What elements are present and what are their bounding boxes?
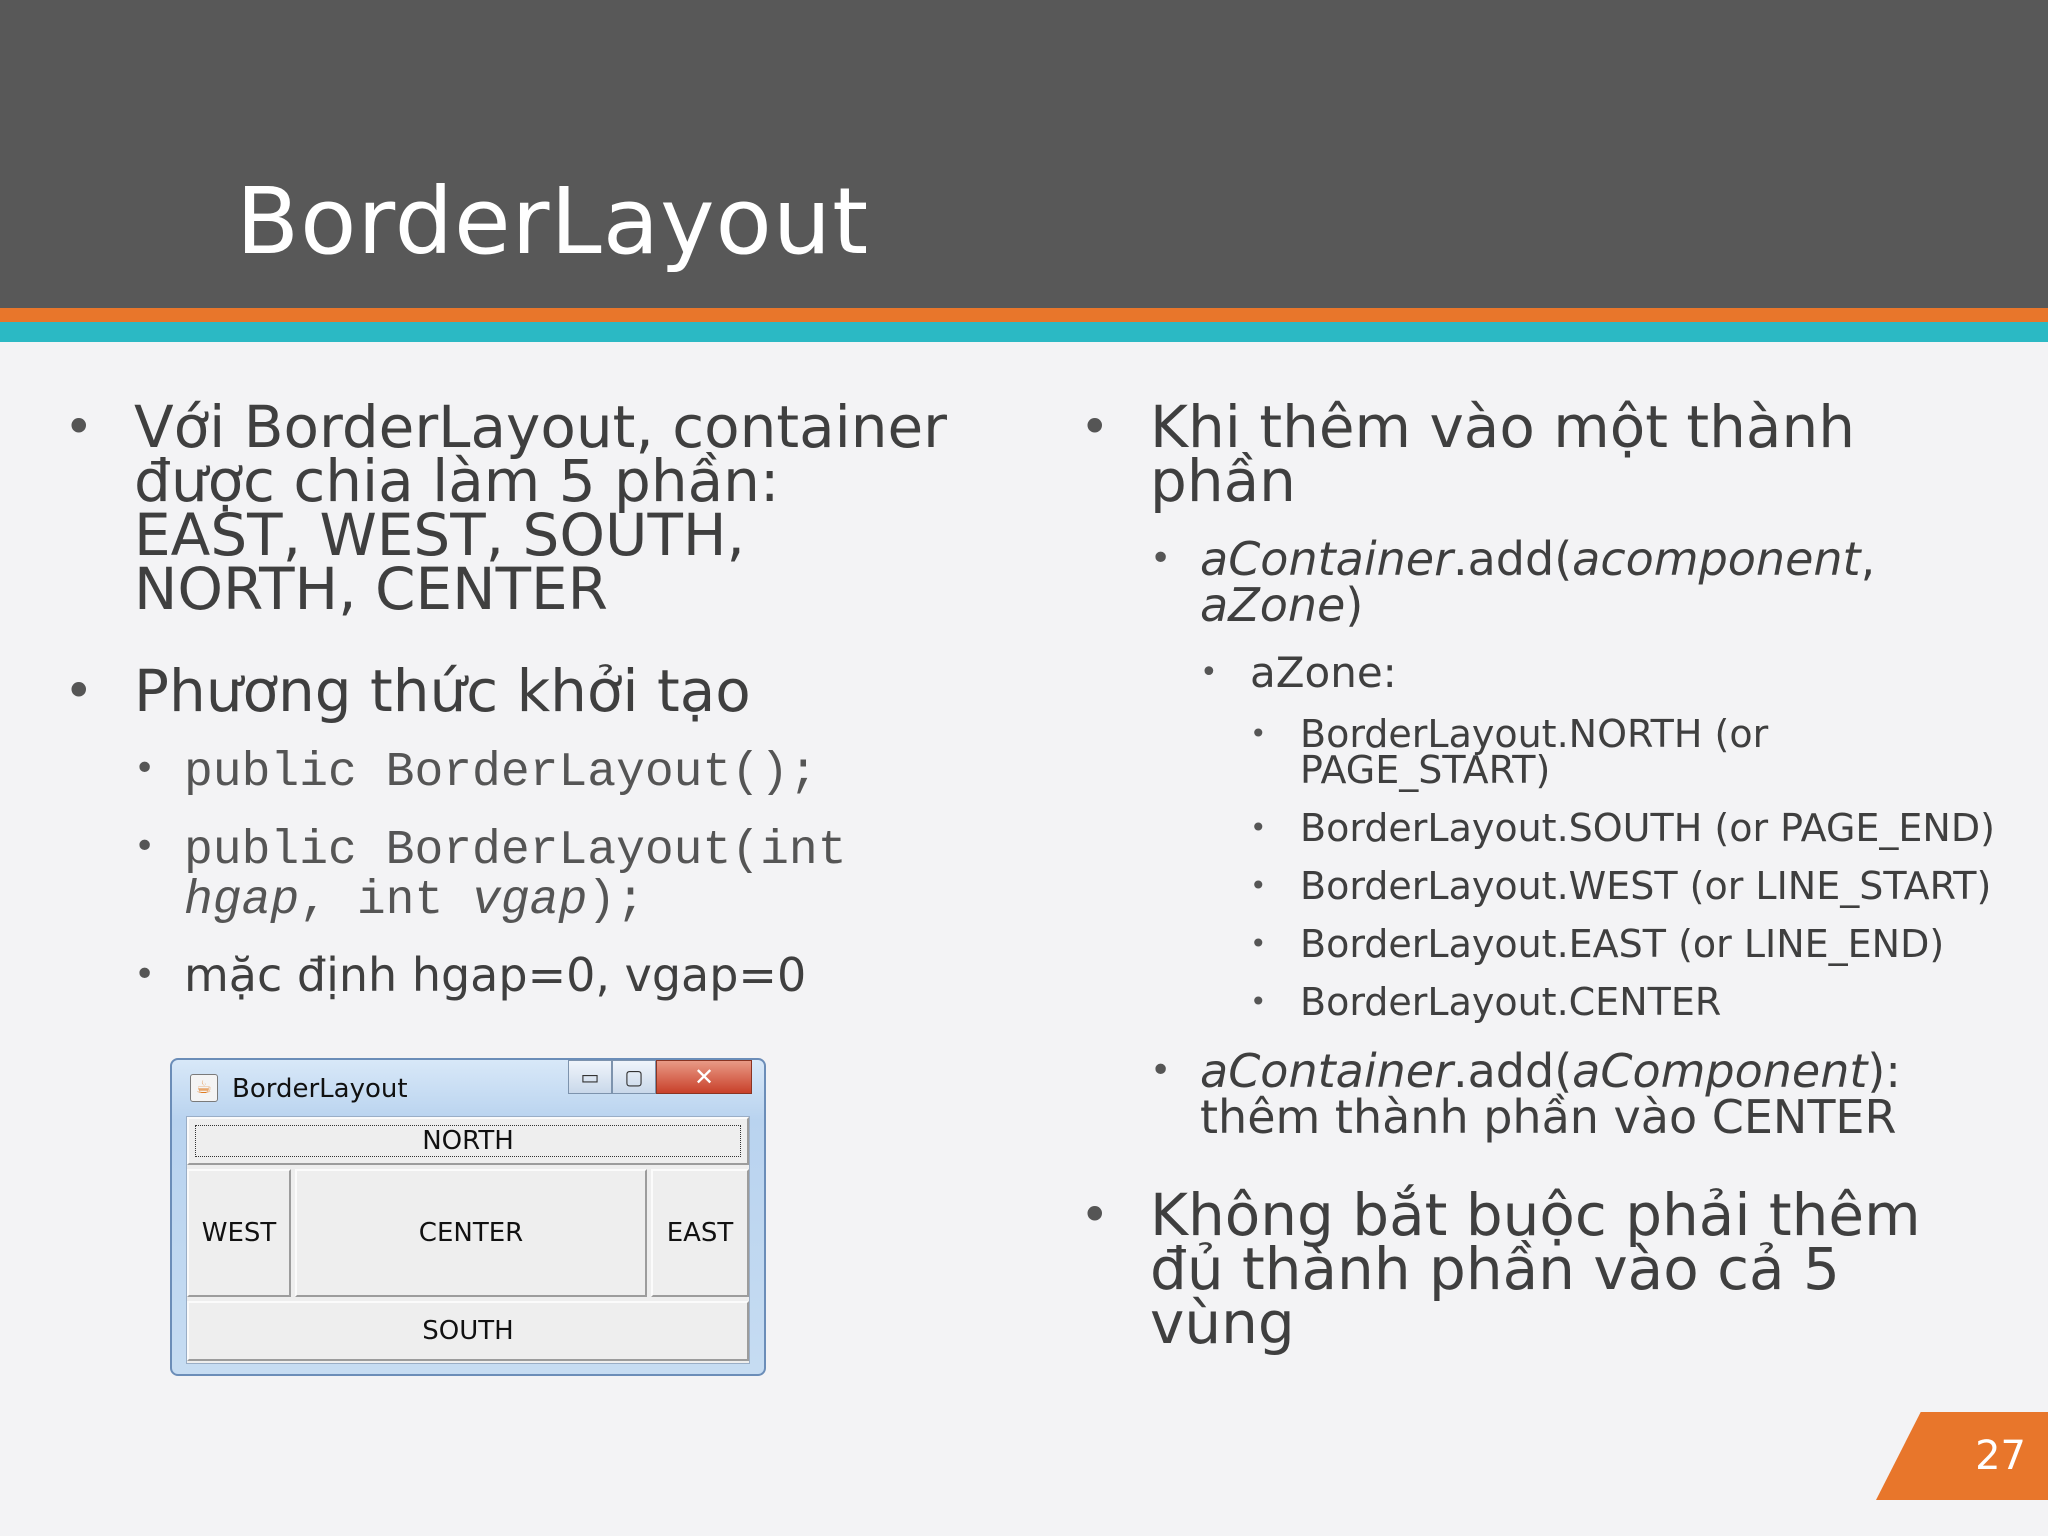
left-column <box>64 393 964 1046</box>
window-controls <box>568 1060 752 1096</box>
sig-part: , <box>1860 532 1876 586</box>
bullet-text: aZone: <box>1250 648 1397 697</box>
zone-center <box>1250 980 2000 1024</box>
java-cup-icon: ☕ <box>190 1074 218 1102</box>
west-button <box>187 1169 291 1297</box>
north-label: NORTH <box>422 1126 514 1156</box>
minimize-icon: ▭ <box>568 1060 612 1094</box>
center-label: CENTER <box>418 1218 524 1248</box>
bullet-text: Không bắt buộc phải thêm đủ thành phần vào cả 5 vùng <box>1150 1181 1921 1357</box>
window-client-area <box>186 1116 750 1364</box>
sig-part: aContainer <box>1200 532 1453 586</box>
zone-west <box>1250 864 2000 908</box>
code-param-hgap: hgap <box>184 874 300 928</box>
code-text: public BorderLayout(); <box>184 746 818 800</box>
zone-text: BorderLayout.EAST (or LINE_END) <box>1300 922 1945 966</box>
bullet-text: mặc định hgap=0, vgap=0 <box>184 948 807 1002</box>
focus-ring <box>195 1125 741 1157</box>
south-button <box>187 1301 749 1361</box>
code-part: , int <box>299 874 473 928</box>
sig-part: acomponent <box>1572 532 1861 586</box>
zone-text: BorderLayout.NORTH (or PAGE_START) <box>1300 712 1769 792</box>
bullet-text: Phương thức khởi tạo <box>134 657 751 725</box>
code-text <box>184 824 847 928</box>
bullet-dot-icon: • <box>1150 1050 1172 1091</box>
sig-part: .add( <box>1452 1044 1573 1098</box>
bullet-text: Khi thêm vào một thành phần <box>1150 393 1855 515</box>
zone-south <box>1250 806 2000 850</box>
bullet-adding-component <box>1080 393 2000 1144</box>
maximize-icon: ▢ <box>612 1060 656 1094</box>
south-label: SOUTH <box>422 1316 514 1346</box>
bullet-text: Với BorderLayout, container được chia làm 5 phần: EAST, WEST, SOUTH, NORTH, CENTER <box>134 393 948 623</box>
borderlayout-window-screenshot <box>170 1058 766 1376</box>
constructor-gaps <box>134 824 964 928</box>
bullet-dot-icon: • <box>1150 538 1172 579</box>
default-gaps-note <box>134 948 964 1002</box>
slide-title: BorderLayout <box>236 168 870 275</box>
zone-east <box>1250 922 2000 966</box>
north-button <box>187 1117 749 1165</box>
bullet-constructors <box>64 657 964 1002</box>
east-label: EAST <box>666 1218 734 1248</box>
sig-part: aContainer <box>1200 1044 1453 1098</box>
bullet-dot-icon: • <box>64 662 94 720</box>
window-titlebar <box>172 1060 764 1112</box>
code-part: public BorderLayout(int <box>184 824 847 878</box>
sig-part: ) <box>1345 578 1364 632</box>
sig-part: .add( <box>1452 532 1573 586</box>
east-button <box>651 1169 749 1297</box>
zone-text: BorderLayout.CENTER <box>1300 980 1722 1024</box>
zone-north <box>1250 712 2000 792</box>
method-signature <box>1200 1044 1901 1144</box>
constructor-default <box>134 746 964 800</box>
bullet-dot-icon: • <box>1080 1186 1110 1244</box>
west-label: WEST <box>201 1218 277 1248</box>
bullet-dot-icon: • <box>1080 398 1110 456</box>
azone-item <box>1200 648 2000 1024</box>
bullet-dot-icon: • <box>134 954 156 995</box>
bullet-dot-icon: • <box>1200 655 1218 690</box>
code-param-vgap: vgap <box>472 874 588 928</box>
accent-stripe-teal <box>0 322 2048 342</box>
accent-stripe-orange <box>0 308 2048 322</box>
page-number: 27 <box>1975 1433 2026 1479</box>
bullet-dot-icon: • <box>1250 869 1267 902</box>
method-signature <box>1200 532 1875 632</box>
center-button <box>295 1169 647 1297</box>
sig-part: aZone <box>1200 578 1346 632</box>
bullet-borderlayout-regions <box>64 393 964 623</box>
sig-part: ): thêm thành phần vào CENTER <box>1200 1044 1901 1144</box>
bullet-dot-icon: • <box>1250 927 1267 960</box>
bullet-dot-icon: • <box>1250 811 1267 844</box>
title-bar <box>0 0 2048 308</box>
zone-text: BorderLayout.WEST (or LINE_START) <box>1300 864 1992 908</box>
bullet-dot-icon: • <box>64 398 94 456</box>
close-icon: ✕ <box>656 1060 752 1094</box>
bullet-dot-icon: • <box>134 826 156 867</box>
bullet-optional-zones <box>1080 1181 2000 1357</box>
window-title: BorderLayout <box>232 1074 408 1104</box>
add-with-zone <box>1150 532 2000 1024</box>
code-part: ); <box>587 874 645 928</box>
bullet-dot-icon: • <box>1250 985 1267 1018</box>
sig-part: aComponent <box>1572 1044 1868 1098</box>
add-default-center <box>1150 1044 2000 1144</box>
bullet-dot-icon: • <box>134 748 156 789</box>
zone-text: BorderLayout.SOUTH (or PAGE_END) <box>1300 806 1995 850</box>
right-column <box>1080 393 2000 1398</box>
bullet-dot-icon: • <box>1250 717 1267 750</box>
